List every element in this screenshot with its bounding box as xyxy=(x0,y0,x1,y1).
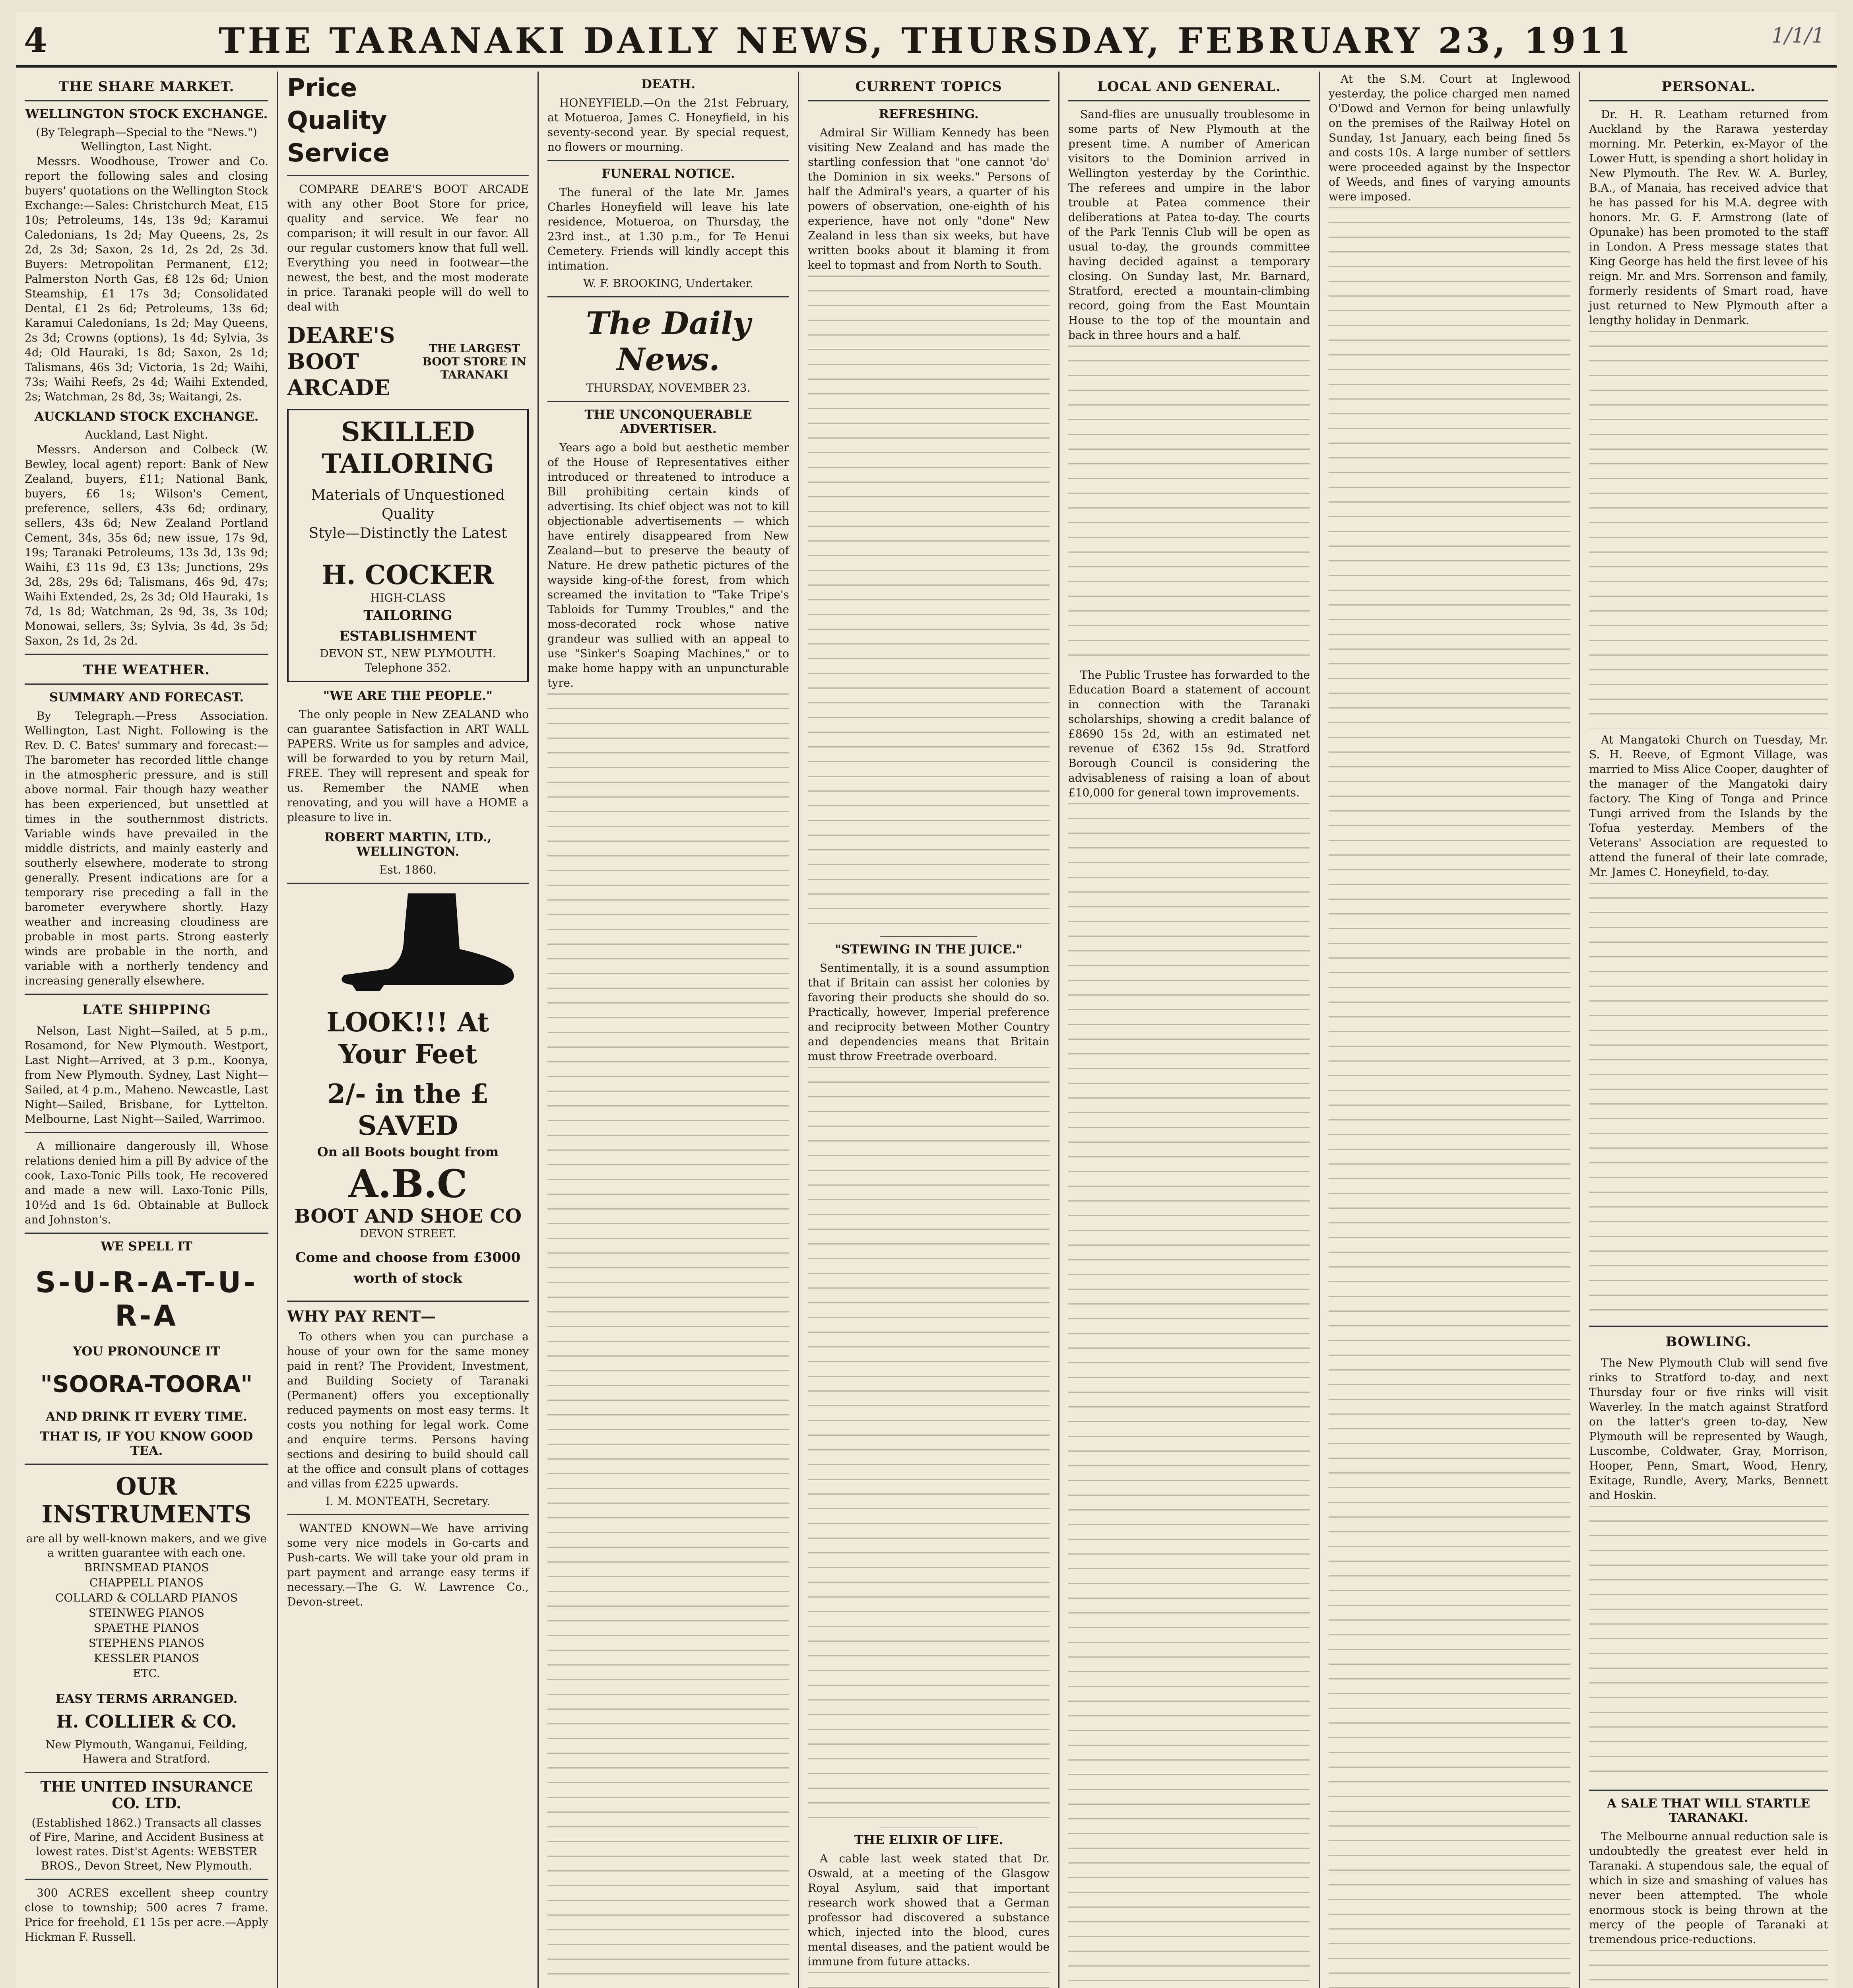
suratura-text: S-U-R-A-T-U-R-A xyxy=(35,1266,258,1332)
weather-body: By Telegraph.—Press Association. Wellington, Last Night. Following is the Rev. D. C. Bates' summary and forecast:—The barometer has recorded little change in the atmospheric pressure, and is still above normal. Fair though hazy weather has been experienced, but unsettled at times in the southernmost districts. Variable winds have prevailed in the middle districts, and mainly easterly and southerly elsewhere, moderate to strong generally. Present indications are for a temporary rise preceding a fall in the barometer everywhere shortly. Hazy weather and increasing cloudiness are probable in most parts. Strong easterly winds are probable in the north, and variable with a northerly tendency and increasing generally elsewhere. xyxy=(25,709,268,987)
cocker-name: H. COCKER xyxy=(322,559,494,590)
elixir-heading: THE ELIXIR OF LIFE. xyxy=(854,1833,1003,1847)
late-shipping-heading: LATE SHIPPING xyxy=(82,1002,211,1018)
quality-label: Quality xyxy=(287,106,387,135)
personal-text-continued-b xyxy=(1589,883,1828,1320)
personal-body-2: At Mangatoki Church on Tuesday, Mr. S. H. Reeve, of Egmont Village, was married to Miss Alice Cooper, daughter of the manager of the Mangatoki dairy factory. The King of Tonga and Prince Tungi arrived from the Islands by the Tofua yesterday. Members of the Veterans' Association are requested to attend the funeral of their late comrade, Mr. James C. Honeyfield, to-day. xyxy=(1589,733,1828,879)
column-4 xyxy=(799,72,1059,1988)
laxo-tonic-verse: A millionaire dangerously ill, Whose relations denied him a pill By advice of the cook, Laxo-Tonic Pills took, He recovered and made a new will. Laxo-Tonic Pills, 10½d and 1s 6d. Obtainable at Bullock and Johnston's. xyxy=(25,1140,268,1226)
two-shillings-saved: 2/- in the £ SAVED xyxy=(327,1078,489,1141)
abc-boot-shoe-co: BOOT AND SHOE CO xyxy=(294,1205,522,1227)
newspaper-page xyxy=(16,12,1837,1988)
column-2 xyxy=(278,72,539,1988)
deare-arcade-name: DEARE'S BOOT ARCADE xyxy=(287,322,395,400)
wanted-known-notice: WANTED KNOWN—We have arriving some very nice models in Go-carts and Push-carts. We will take your old pram in part payment and arrange easy terms if necessary.—The G. W. Lawrence Co., Devon-street. xyxy=(287,1522,529,1608)
monteath-signature: I. M. MONTEATH, Secretary. xyxy=(326,1495,490,1508)
personal-body: Dr. H. R. Leatham returned from Auckland by the Rarawa yesterday morning. Mr. Peterkin, ex-Mayor of the Lower Hutt, is spending a short holiday in New Plymouth. The Rev. W. A. Burley, B.A., of Manaia, has received advice that he has passed for his M.A. degree with honors. Mr. G. F. Armstrong (late of Opunake) has been promoted to the staff in London. A Press message states that King George has held the first levee of his reign. Mr. and Mrs. Sorrenson and family, formerly residents of Smart road, have just returned to New Plymouth after a lengthy holiday in Denmark. xyxy=(1589,108,1828,327)
personal-text-continued-a xyxy=(1589,331,1828,728)
column-7 xyxy=(1580,72,1837,1988)
column-6-text-continued xyxy=(1329,207,1570,1988)
abc-boot-ad xyxy=(287,1001,529,1294)
editorial-body: Years ago a bold but aesthetic member of the House of Representatives either introduced or threatened to introduce a Bill prohibiting certain kinds of advertising. Its chief object was not to kill objectionable advertisements — which have entirely disappeared from New Zealand—but to preserve the beauty of Nature. He drew pathetic pictures of the wayside king-of-the forest, from which screamed the invitation to "Take Tripe's Tabloids for Tummy Troubles," and the moss-decorated rock whose native grandeur was sullied with an appeal to use "Sinker's Soaping Machines," or to make home happy with an unpuncturable tyre. xyxy=(547,441,789,689)
abc-address: DEVON STREET. xyxy=(359,1227,456,1240)
auckland-intro: Auckland, Last Night. xyxy=(85,428,208,441)
stewing-text-continued xyxy=(808,1067,1050,1822)
abc-stock-text: Come and choose from £3000 worth of stock xyxy=(295,1250,521,1286)
wellington-exchange-heading: WELLINGTON STOCK EXCHANGE. xyxy=(25,107,268,121)
service-label: Service xyxy=(287,138,390,167)
insurance-body: (Established 1862.) Transacts all classes of Fire, Marine, and Accident Business at lowest rates. Dist'st Agents: WEBSTER BROS., Devon Street, New Plymouth. xyxy=(29,1816,264,1872)
collier-name: H. COLLIER & CO. xyxy=(56,1712,237,1732)
pronounce-text: YOU PRONOUNCE IT xyxy=(73,1344,220,1359)
editorial-heading: THE UNCONQUERABLE ADVERTISER. xyxy=(584,408,752,436)
wellington-body: Messrs. Woodhouse, Trower and Co. report the following sales and closing buyers' quotations on the Wellington Stock Exchange:—Sales: Christchurch Meat, £15 10s; Petroleums, 14s, 13s 9d; Karamui Caledonians, 1s 2d; May Queens, 2s, 2s 2d, 2s 3d; Saxon, 2s 1d, 2s 2d, 2s 3d. Buyers: Metropolitan Permanent, £12; Palmerston North Gas, £8 12s 6d; Union Steamship, £1 17s 3d; Consolidated Dental, £1 2s 6d; Petroleums, 13s 6d; Karamui Caledonians, 1s 2d; May Queens, 2s 3d; Crowns (options), 1s 4d; Sylvia, 3s 4d; Old Hauraki, 1s 8d; Saxon, 2s 1d; Talismans, 46s 3d; Victoria, 1s 2d; Waihi, 73s; Waihi Reefs, 2s 4d; Waihi Extended, 2s; Watchman, 2s 8d, 3s; Waitangi, 2s. xyxy=(25,155,268,403)
sale-body: The Melbourne annual reduction sale is undoubtedly the greatest ever held in Taranaki. A stupendous sale, the equal of which in size and smashing of values has never been attempted. The whole enormous stock is being thrown at the mercy of the people of Taranaki at tremendous price-reductions. xyxy=(1589,1830,1828,1946)
instruments-intro: are all by well-known makers, and we give a written guarantee with each one. xyxy=(26,1532,267,1559)
masthead xyxy=(16,12,1837,68)
wall-papers-body: The only people in New ZEALAND who can guarantee Satisfaction in ART WALL PAPERS. Write us for samples and advice, will be forwarded to you by return Mail, FREE. They will represent and speak for us. Remember the NAME when renovating, and you will have a HOME a pleasure to live in. xyxy=(287,708,529,824)
piano-item: STEINWEG PIANOS xyxy=(88,1606,205,1619)
summary-forecast-heading: SUMMARY AND FORECAST. xyxy=(49,690,244,705)
local-general-body: Sand-flies are unusually troublesome in some parts of New Plymouth at the present time. A number of American visitors to the Dominion arrived in Wellington yesterday by the Corinthic. The referees and umpire in the labor trouble at Patea commence their deliberations at Patea to-day. The courts of the Park Tennis Club will be open as usual to-day, the grounds committee having decided against a temporary closing. On Sunday last, Mr. Barnard, Stratford, erected a mountain-climbing record, going from the East Mountain House to the top of the mountain and back in three hours and a half. xyxy=(1068,108,1310,342)
boot-illustration xyxy=(287,889,529,993)
piano-item: COLLARD & COLLARD PIANOS xyxy=(55,1591,238,1604)
soora-toora-text: "SOORA-TOORA" xyxy=(40,1371,253,1398)
column-1 xyxy=(16,72,278,1988)
all-boots-text: On all Boots bought from xyxy=(317,1144,499,1159)
piano-item: STEPHENS PIANOS xyxy=(88,1637,205,1650)
drink-it-text: AND DRINK IT EVERY TIME. xyxy=(46,1409,247,1424)
undertaker-signature: W. F. BROOKING, Undertaker. xyxy=(583,277,753,290)
look-at-your-feet: LOOK!!! At Your Feet xyxy=(326,1007,489,1070)
daily-news-nameplate: The Daily News. xyxy=(586,305,751,378)
elixir-text-continued xyxy=(808,1972,1050,1988)
shipping-body: Nelson, Last Night—Sailed, at 5 p.m., Rosamond, for New Plymouth. Westport, Last Night—Arrived, at 3 p.m., Koonya, from New Plymouth. Sydney, Last Night—Sailed, at 4 p.m., Maheno. Newcastle, Last Night—Sailed, Brisbane, for Lyttelton. Melbourne, Last Night—Sailed, Warrimoo. xyxy=(25,1024,268,1126)
stewing-body: Sentimentally, it is a sound assumption that if Britain can assist her colonies by favoring their products she should do so. Practically, however, Imperial preference and reciprocity between Mother Country and dependencies means that Britain must throw Freetrade overboard. xyxy=(808,961,1050,1063)
elixir-body: A cable last week stated that Dr. Oswald, at a meeting of the Glasgow Royal Asylum, said that important research work showed that a German professor had discovered a substance which, injected into the blood, cures mental diseases, and the patient would be immune from future attacks. xyxy=(808,1852,1050,1968)
newspaper-title: THE TARANAKI DAILY NEWS, THURSDAY, FEBRUARY 23, 1911 xyxy=(218,20,1634,61)
piano-item: ETC. xyxy=(133,1667,160,1680)
archive-stamp: 1/1/1 xyxy=(1771,24,1825,48)
court-news-body: At the S.M. Court at Inglewood yesterday, the police charged men named O'Dowd and Vernon for being unlawfully on the premises of the Railway Hotel on Sunday, 1st January, each being fined 5s and costs 10s. A large number of settlers were proceeded against by the Inspector of Weeds, and fines of varying amounts were imposed. xyxy=(1329,72,1570,203)
local-general-heading: LOCAL AND GENERAL. xyxy=(1097,79,1281,95)
deare-ad-body: COMPARE DEARE'S BOOT ARCADE with any other Boot Store for price, quality and service. We fear no comparison; it will result in our favor. All our regular customers know that full well. Everything you need in footwear—the newest, the best, and the most moderate in price. Taranaki people will do well to deal with xyxy=(287,182,529,313)
robert-martin-name: ROBERT MARTIN, LTD., WELLINGTON. xyxy=(324,830,492,859)
refreshing-body: Admiral Sir William Kennedy has been visiting New Zealand and has made the startling confession that "one cannot 'do' the Dominion in six weeks." Persons of half the Admiral's years, a quarter of his powers of observation, one-eighth of his experience, have not only "done" New Zealand in less than six weeks, but have written books about it blaming it from keel to topmast and from North to South. xyxy=(808,126,1050,272)
auckland-body: Messrs. Anderson and Colbeck (W. Bewley, local agent) report: Bank of New Zealand, buyers, £11; National Bank, buyers, £6 1s; Wilson's Cement, preference, sellers, 43s 6d; ordinary, sellers, 43s 6d; New Zealand Portland Cement, 34s, 35s 6d; new issue, 17s 9d, 19s; Taranaki Petroleums, 13s 3d, 13s 9d; Waihi, £3 11s 9d, £3 13s; Junctions, 29s 3d, 28s, 29s 6d; Talismans, 46s 9d, 47s; Waihi Extended, 2s, 2s 3d; Old Hauraki, 1s 7d, 1s 8d; Watchman, 2s 9d, 3s, 3s 10d; Monowai, sellers, 3s; Sylvia, 3s 4d, 3s 5d; Saxon, 2s 1d, 2s 2d. xyxy=(25,443,268,647)
wellington-intro: (By Telegraph—Special to the "News.") Wellington, Last Night. xyxy=(36,126,257,153)
death-heading: DEATH. xyxy=(641,77,696,91)
tailoring-establishment: TAILORING ESTABLISHMENT xyxy=(339,608,477,644)
high-class-text: HIGH-CLASS xyxy=(370,591,446,604)
instruments-heading: OUR INSTRUMENTS xyxy=(41,1473,252,1528)
good-tea-text: THAT IS, IF YOU KNOW GOOD TEA. xyxy=(40,1429,253,1458)
bowling-text-continued xyxy=(1589,1506,1828,1784)
death-notice: HONEYFIELD.—On the 21st February, at Motueroa, James C. Honeyfield, in his seventy-second year. By special request, no flowers or mourning. xyxy=(547,96,789,153)
piano-list xyxy=(25,1560,268,1681)
column-5 xyxy=(1059,72,1320,1988)
personal-heading: PERSONAL. xyxy=(1661,79,1756,95)
piano-item: CHAPPELL PIANOS xyxy=(89,1576,204,1589)
easy-terms-text: EASY TERMS ARRANGED. xyxy=(55,1692,238,1706)
share-market-heading: THE SHARE MARKET. xyxy=(58,79,235,95)
cocker-tailoring-ad xyxy=(287,409,529,682)
we-are-the-people-heading: "WE ARE THE PEOPLE." xyxy=(323,689,493,703)
editorial-date-line: THURSDAY, NOVEMBER 23. xyxy=(586,381,751,394)
piano-item: BRINSMEAD PIANOS xyxy=(84,1561,209,1574)
price-label: Price xyxy=(287,73,357,102)
cocker-address: DEVON ST., NEW PLYMOUTH. xyxy=(320,647,496,660)
editorial-text-continued xyxy=(547,693,789,1988)
why-pay-rent-heading: WHY PAY RENT— xyxy=(287,1307,436,1325)
funeral-notice-heading: FUNERAL NOTICE. xyxy=(601,167,735,181)
funeral-notice-body: The funeral of the late Mr. James Charles Honeyfield will leave his late residence, Motueroa, on Thursday, the 23rd inst., at 1.30 p.m., for Te Henui Cemetery. Friends will kindly accept this intimation. xyxy=(547,186,789,272)
insurance-heading: THE UNITED INSURANCE CO. LTD. xyxy=(40,1778,253,1812)
current-topics-heading: CURRENT TOPICS xyxy=(855,79,1002,95)
cocker-telephone: Telephone 352. xyxy=(365,661,451,674)
materials-text: Materials of Unquestioned Quality xyxy=(311,487,505,522)
local-text-continued-a xyxy=(1068,346,1310,664)
sale-text-continued xyxy=(1589,1950,1828,1988)
abc-letters: A.B.C xyxy=(348,1161,468,1206)
piano-item: SPAETHE PIANOS xyxy=(93,1621,200,1635)
weather-heading: THE WEATHER. xyxy=(83,662,210,678)
why-pay-rent-body: To others when you can purchase a house of your own for the same money paid in rent? The Provident, Investment, and Building Society of Taranaki (Permanent) offers you exceptionally reduced payments on most easy terms. It costs you nothing for legal work. Come and enquire terms. Persons having sections and desiring to build should call at the office and consult plans of cottages and villas from £225 upwards. xyxy=(287,1330,529,1490)
sale-heading: A SALE THAT WILL STARTLE TARANAKI. xyxy=(1607,1796,1810,1825)
refreshing-heading: REFRESHING. xyxy=(879,107,979,121)
collier-address: New Plymouth, Wanganui, Feilding, Hawera and Stratford. xyxy=(45,1738,248,1765)
stewing-heading: "STEWING IN THE JUICE." xyxy=(834,942,1023,957)
piano-item: KESSLER PIANOS xyxy=(93,1652,199,1665)
deare-tagline: THE LARGEST BOOT STORE IN TARANAKI xyxy=(422,342,527,381)
refreshing-text-continued xyxy=(808,276,1050,932)
column-6 xyxy=(1320,72,1580,1988)
acres-notice: 300 ACRES excellent sheep country close to township; 500 acres 7 frame. Price for freehold, £1 15s per acre.—Apply Hickman F. Russell. xyxy=(25,1886,268,1943)
bowling-body: The New Plymouth Club will send five rinks to Stratford to-day, and next Thursday four or five rinks will visit Waverley. In the match against Stratford on the latter's green to-day, New Plymouth will be represented by Waugh, Luscombe, Coldwater, Gray, Morrison, Hooper, Penn, Smart, Wood, Henry, Exitage, Rundle, Avery, Marks, Bennett and Hoskin. xyxy=(1589,1356,1828,1502)
local-text-continued-b xyxy=(1068,803,1310,1988)
page-number: 4 xyxy=(24,21,47,60)
auckland-exchange-heading: AUCKLAND STOCK EXCHANGE. xyxy=(34,410,259,424)
local-general-body-2: The Public Trustee has forwarded to the Education Board a statement of account in connection with the Taranaki scholarships, showing a credit balance of £8690 15s 2d, with an estimated net revenue of £362 15s 9d. Stratford Borough Council is considering the advisableness of raising a loan of about £10,000 for general town improvements. xyxy=(1068,668,1310,799)
spell-it-text: WE SPELL IT xyxy=(101,1239,192,1254)
column-3 xyxy=(539,72,799,1988)
style-text: Style—Distinctly the Latest xyxy=(309,525,507,542)
robert-martin-est: Est. 1860. xyxy=(379,863,437,876)
bowling-heading: BOWLING. xyxy=(1665,1334,1752,1350)
skilled-tailoring-heading: SKILLED TAILORING xyxy=(322,416,494,479)
